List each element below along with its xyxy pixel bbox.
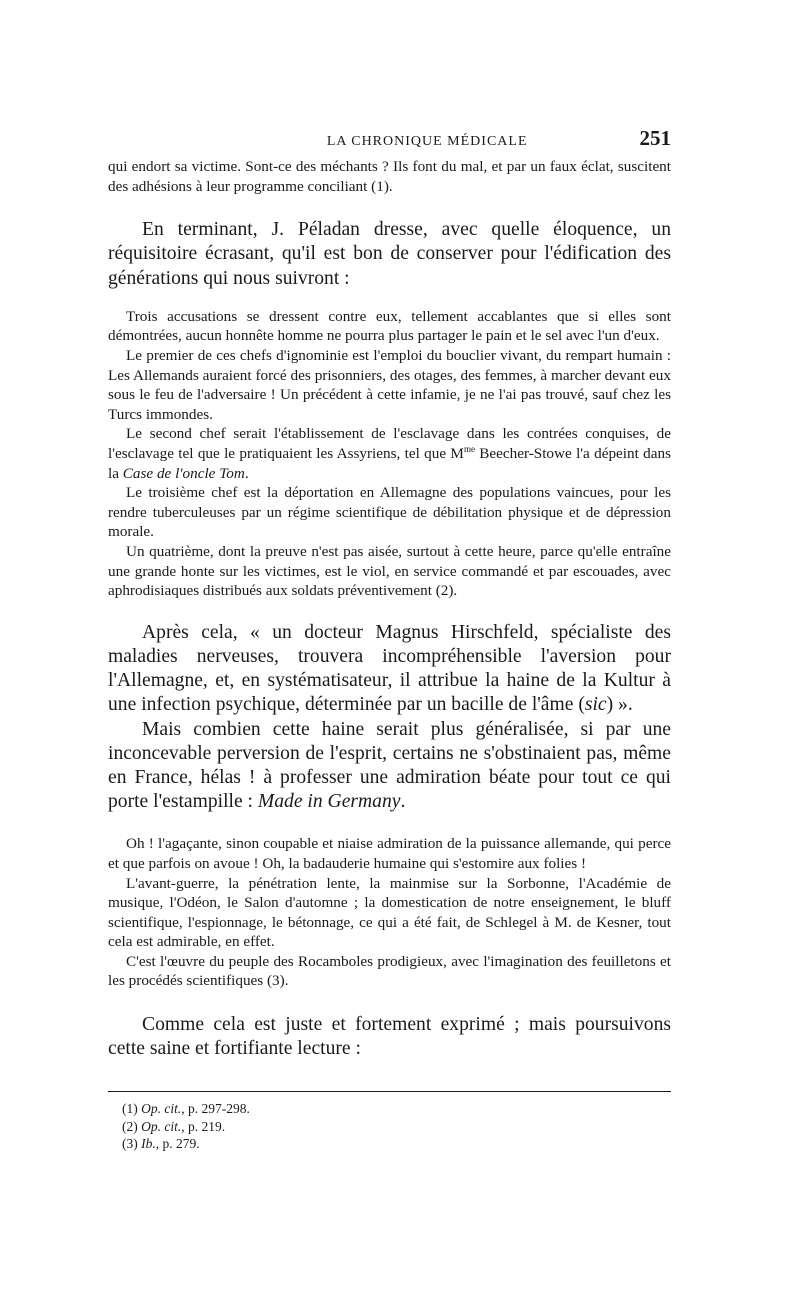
quote-paragraph-rocamboles: C'est l'œuvre du peuple des Rocamboles prodigieux, avec l'imagination des feuilletons et les procédés scientifiques (3). bbox=[108, 952, 671, 990]
footnote-2 bbox=[122, 1118, 671, 1136]
superscript: me bbox=[463, 443, 475, 454]
quote-paragraph-avant-guerre: L'avant-guerre, la pénétration lente, la mainmise sur la Sorbonne, l'Académie de musique, l'Odéon, le Salon d'automne ; la domestication de notre enseignement, le bluff scientifique, l'espionnage, le bétonnage, ce qui a été fait, de Schlegel à M. de Kesner, tout cela est admirable, en effet. bbox=[108, 874, 671, 951]
paragraph-continuation: qui endort sa victime. Sont-ce des méchants ? Ils font du mal, et par un faux éclat, suscitent des adhésions à leur programme conciliant (1). bbox=[108, 158, 671, 195]
paragraph-admiration bbox=[108, 718, 671, 815]
footnote-reference: Op. cit. bbox=[141, 1118, 182, 1134]
footnote-number: (3) bbox=[122, 1136, 142, 1152]
footnote-number: (2) bbox=[122, 1118, 142, 1134]
running-title: LA CHRONIQUE MÉDICALE bbox=[326, 134, 528, 149]
text-run: Après cela, « un docteur Magnus Hirschfeld, spécialiste des maladies nerveuses, trouvera incompréhensible l'aversion pour l'Allemagne, et, en systématisateur, il attribue la haine de la Kultur à une infection psychique, déterminée par un bacille de l'âme ( bbox=[108, 621, 671, 716]
footnote-3 bbox=[122, 1135, 671, 1153]
text-run: Beecher-Stowe l'a dépeint dans la bbox=[108, 444, 671, 482]
footnote-pages: , p. 219. bbox=[181, 1118, 226, 1134]
footnote-pages: , p. 279. bbox=[155, 1136, 200, 1152]
page-number: 251 bbox=[639, 126, 671, 150]
quote-paragraph-fourth-charge: Un quatrième, dont la preuve n'est pas aisée, surtout à cette heure, parce qu'elle entraîne une grande honte sur les victimes, est le viol, en service commandé et par escouades, avec aphrodisiaques distribués aux soldats préventivement (2). bbox=[108, 542, 671, 600]
text-run: . bbox=[244, 464, 249, 482]
footnote-1 bbox=[122, 1100, 671, 1118]
footnote-divider bbox=[108, 1091, 671, 1092]
text-run: Mais combien cette haine serait plus généralisée, si par une inconcevable perversion de l'esprit, certains ne s'obstinaient pas, même en France, hélas ! à professer une admiration béate pour tout ce qui porte l'estampille : bbox=[108, 718, 671, 813]
footnote-number: (1) bbox=[122, 1101, 142, 1117]
paragraph-conclusion: Comme cela est juste et fortement exprimé ; mais poursuivons cette saine et fortifiante lecture : bbox=[108, 1014, 671, 1060]
quote-paragraph-second-charge bbox=[108, 424, 671, 483]
paragraph-intro: En terminant, J. Péladan dresse, avec quelle éloquence, un réquisitoire écrasant, qu'il est bon de conserver pour l'édification des générations qui nous suivront : bbox=[108, 219, 671, 289]
italic-word: sic bbox=[584, 694, 607, 716]
footnotes bbox=[122, 1100, 671, 1153]
text-run: . bbox=[400, 791, 406, 813]
italic-title: Case de l'oncle Tom bbox=[122, 464, 245, 482]
italic-phrase: Made in Germany bbox=[257, 791, 401, 813]
text-run: Le second chef serait l'établissement de l'esclavage dans les contrées conquises, de l'esclavage tel que le pratiquaient les Assyriens, tel que M bbox=[108, 425, 671, 462]
footnote-pages: , p. 297-298. bbox=[181, 1101, 250, 1117]
quote-paragraph-accusations: Trois accusations se dressent contre eux, tellement accablantes que si elles sont démontrées, aucun honnête homme ne pourra plus partager le pain et le sel avec l'un d'eux. bbox=[108, 307, 671, 345]
quote-paragraph-third-charge: Le troisième chef est la déportation en Allemagne des populations vaincues, pour les rendre tuberculeuses par un régime scientifique de débilitation physique et de dépression morale. bbox=[108, 484, 671, 541]
quote-paragraph-oh: Oh ! l'agaçante, sinon coupable et niaise admiration de la puissance allemande, qui perce et que parfois on avoue ! Oh, la badauderie humaine qui s'estomire aux folies ! bbox=[108, 835, 671, 872]
footnote-reference: Ib. bbox=[141, 1136, 156, 1152]
quote-paragraph-first-charge: Le premier de ces chefs d'ignominie est l'emploi du bouclier vivant, du rempart humain : Les Allemands auraient forcé des prisonniers, des otages, des femmes, à marcher devant eux sous le feu de l'adversaire ! Un précédent à cette infamie, je ne l'ai pas trouvé, sauf chez les Turcs immondes. bbox=[108, 346, 671, 423]
paragraph-hirschfeld bbox=[108, 621, 671, 718]
footnote-reference: Op. cit. bbox=[141, 1101, 182, 1117]
page-header bbox=[108, 126, 671, 151]
document-page bbox=[108, 126, 671, 1153]
text-run: ) ». bbox=[606, 694, 633, 716]
